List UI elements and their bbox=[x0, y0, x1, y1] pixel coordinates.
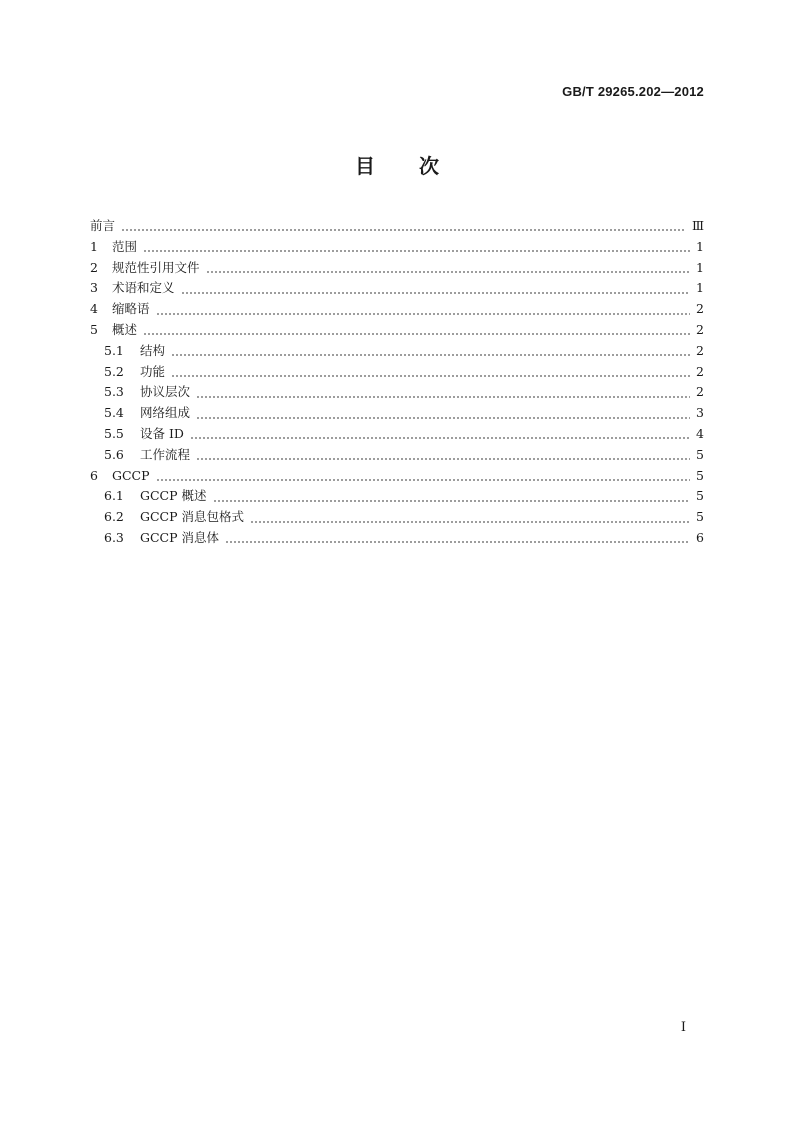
toc-entry-page: 5 bbox=[696, 446, 704, 462]
toc-entry-number: 5.4 bbox=[104, 405, 124, 421]
toc-entry[interactable] bbox=[90, 299, 704, 320]
toc-entry-number: 5.3 bbox=[104, 384, 124, 400]
toc-leader-dots bbox=[156, 470, 690, 482]
toc-leader-dots bbox=[206, 262, 690, 274]
toc-entry-text: 工作流程 bbox=[140, 446, 191, 462]
toc-title bbox=[0, 150, 794, 179]
toc-subentry[interactable] bbox=[90, 403, 704, 424]
toc-entry-number: 2 bbox=[90, 259, 98, 275]
toc-leader-dots bbox=[171, 366, 690, 378]
toc-entry-page: Ⅲ bbox=[691, 218, 704, 233]
toc-entry-page: 6 bbox=[696, 529, 704, 545]
toc-entry-page: 5 bbox=[696, 467, 704, 483]
toc-entry-text: 概述 bbox=[112, 321, 138, 337]
toc-entry-text: 结构 bbox=[140, 342, 166, 358]
toc-subentry[interactable] bbox=[90, 507, 704, 528]
toc-entry-text: 规范性引用文件 bbox=[112, 259, 200, 275]
toc-leader-dots bbox=[196, 449, 690, 461]
toc-entry-page: 1 bbox=[696, 259, 704, 275]
toc-entry[interactable] bbox=[90, 216, 704, 237]
toc-entry-text: 设备 ID bbox=[140, 425, 184, 441]
toc-list bbox=[90, 216, 704, 549]
toc-entry-text: 术语和定义 bbox=[112, 280, 175, 296]
toc-entry-page: 2 bbox=[696, 342, 704, 358]
page-number: I bbox=[680, 1020, 686, 1035]
toc-entry[interactable] bbox=[90, 466, 704, 487]
toc-subentry[interactable] bbox=[90, 528, 704, 549]
toc-entry-page: 1 bbox=[696, 280, 704, 296]
toc-title-char-1: 目 bbox=[355, 154, 375, 178]
toc-entry-number: 6.3 bbox=[104, 529, 124, 545]
toc-entry-text: 协议层次 bbox=[140, 384, 191, 400]
toc-entry-text: 缩略语 bbox=[112, 301, 150, 317]
toc-title-char-2: 次 bbox=[419, 154, 439, 178]
toc-entry-page: 2 bbox=[696, 301, 704, 317]
toc-entry-text: GCCP 消息包格式 bbox=[140, 509, 244, 525]
toc-entry-number: 6.1 bbox=[104, 488, 124, 504]
toc-entry-text: 网络组成 bbox=[140, 405, 191, 421]
toc-entry-number: 5.2 bbox=[104, 363, 124, 379]
toc-leader-dots bbox=[196, 387, 690, 399]
toc-entry-number: 6.2 bbox=[104, 509, 124, 525]
toc-entry[interactable] bbox=[90, 320, 704, 341]
toc-leader-dots bbox=[196, 408, 690, 420]
toc-entry-number: 1 bbox=[90, 238, 98, 254]
toc-leader-dots bbox=[225, 532, 690, 544]
toc-entry-text: GCCP 消息体 bbox=[140, 529, 219, 545]
toc-entry-page: 2 bbox=[696, 384, 704, 400]
toc-subentry[interactable] bbox=[90, 424, 704, 445]
toc-entry-number: 5.6 bbox=[104, 446, 124, 462]
toc-entry-page: 3 bbox=[696, 405, 704, 421]
toc-entry-number: 6 bbox=[90, 467, 98, 483]
toc-leader-dots bbox=[181, 283, 690, 295]
toc-entry[interactable] bbox=[90, 237, 704, 258]
toc-leader-dots bbox=[213, 491, 691, 503]
toc-entry-page: 5 bbox=[696, 488, 704, 504]
standard-code: GB/T 29265.202—2012 bbox=[562, 84, 704, 99]
toc-subentry[interactable] bbox=[90, 445, 704, 466]
toc-entry[interactable] bbox=[90, 278, 704, 299]
toc-entry[interactable] bbox=[90, 258, 704, 279]
toc-entry-text: GCCP 概述 bbox=[140, 488, 207, 504]
toc-subentry[interactable] bbox=[90, 341, 704, 362]
toc-subentry[interactable] bbox=[90, 382, 704, 403]
toc-entry-number: 5.5 bbox=[104, 425, 124, 441]
toc-subentry[interactable] bbox=[90, 362, 704, 383]
toc-subentry[interactable] bbox=[90, 486, 704, 507]
toc-entry-page: 5 bbox=[696, 509, 704, 525]
toc-leader-dots bbox=[171, 345, 690, 357]
toc-entry-page: 2 bbox=[696, 363, 704, 379]
toc-leader-dots bbox=[143, 324, 690, 336]
toc-entry-text: 功能 bbox=[140, 363, 166, 379]
toc-leader-dots bbox=[190, 428, 690, 440]
toc-entry-text: GCCP bbox=[112, 467, 150, 483]
toc-entry-number: 5.1 bbox=[104, 342, 124, 358]
toc-leader-dots bbox=[143, 241, 690, 253]
toc-entry-page: 2 bbox=[696, 321, 704, 337]
toc-entry-page: 4 bbox=[696, 425, 704, 441]
toc-entry-number: 3 bbox=[90, 280, 98, 296]
toc-entry-text: 前言 bbox=[90, 218, 116, 233]
toc-entry-text: 范围 bbox=[112, 238, 138, 254]
toc-leader-dots bbox=[121, 220, 686, 232]
toc-leader-dots bbox=[156, 304, 690, 316]
toc-entry-number: 5 bbox=[90, 321, 98, 337]
toc-leader-dots bbox=[250, 512, 690, 524]
toc-entry-page: 1 bbox=[696, 238, 704, 254]
toc-entry-number: 4 bbox=[90, 301, 98, 317]
